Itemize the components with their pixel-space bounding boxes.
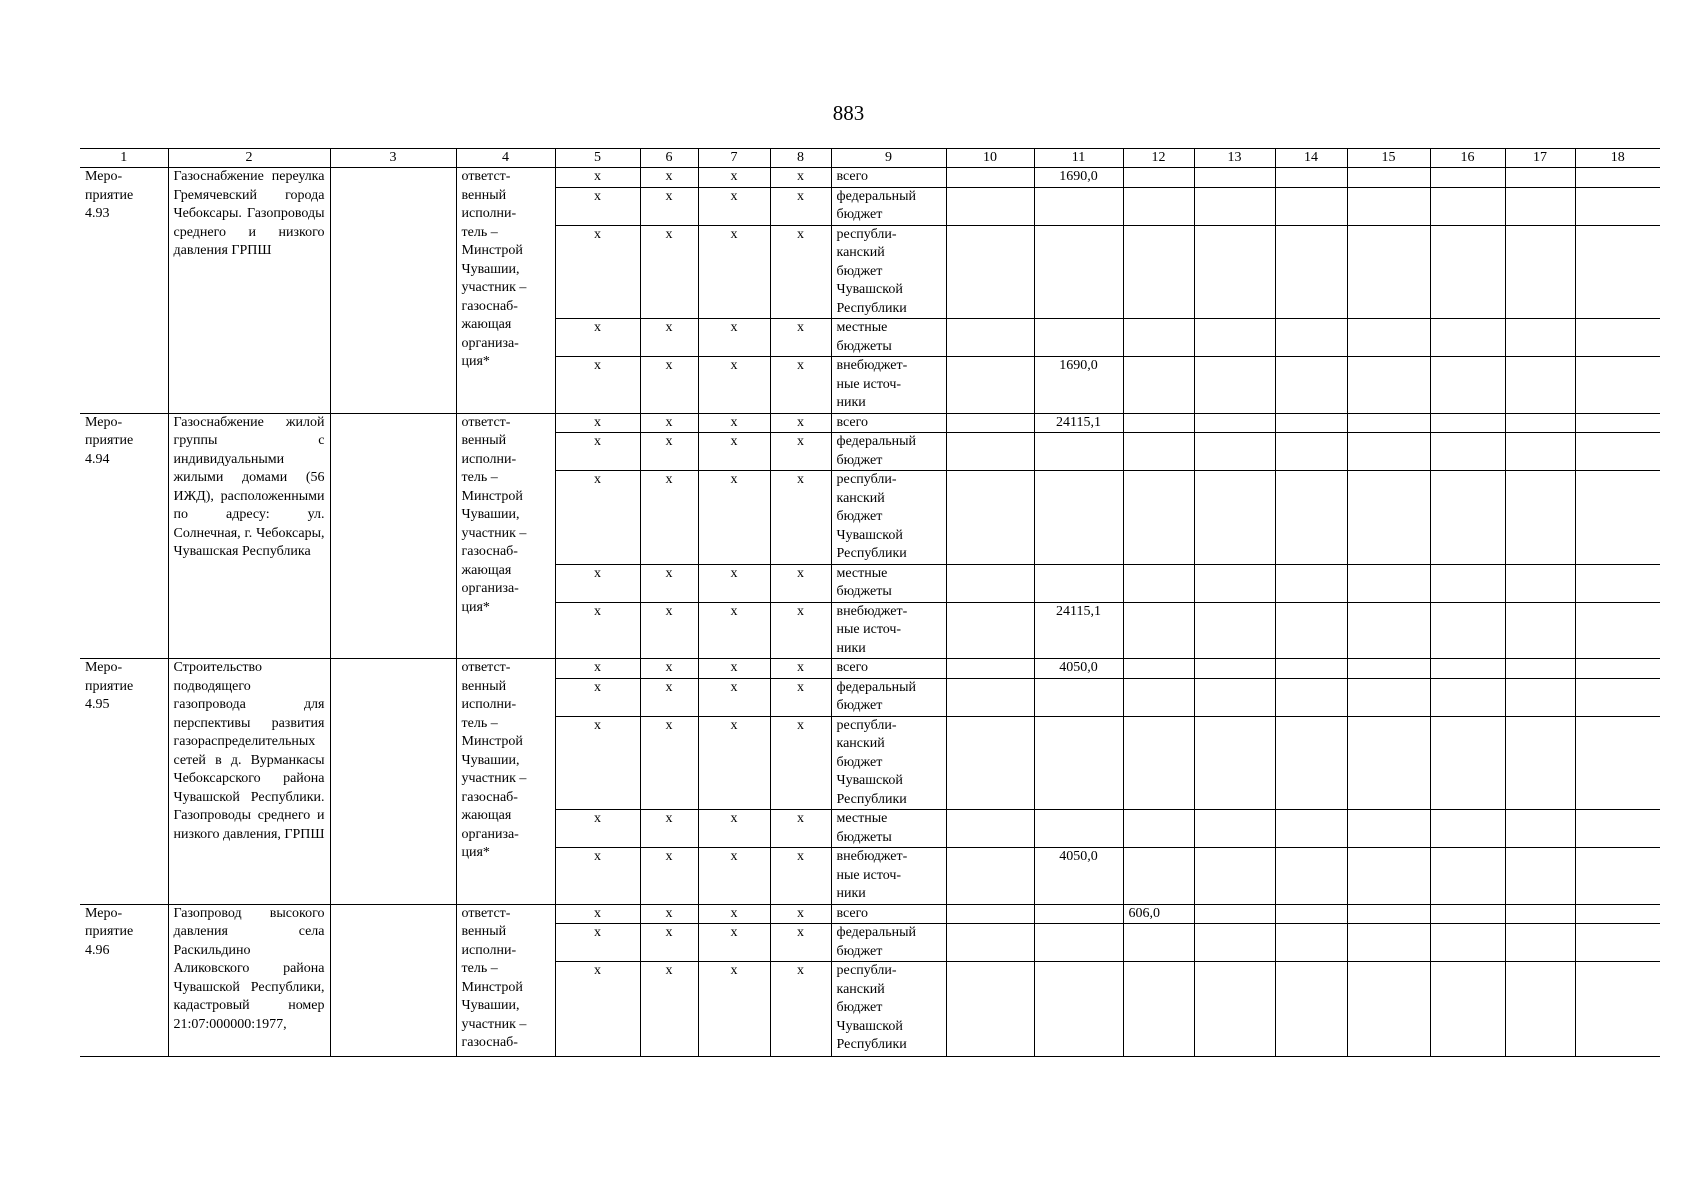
col-17-value: [1505, 904, 1575, 924]
event-name: Газоснабжение переулка Гремячевский города Чебоксары. Газопроводы среднего и низкого давления ГРПШ: [168, 168, 330, 414]
col-15-value: [1347, 471, 1430, 565]
event-name: Строительство подводящего газопровода для перспективы развития газораспределительных сетей в д. Вурманкасы Чебоксарского района Чувашской Республики. Газопроводы среднего и низкого давления, ГРПШ: [168, 659, 330, 905]
table-row: [80, 659, 1660, 679]
funding-source: федеральный бюджет: [831, 433, 946, 471]
funding-source: всего: [831, 904, 946, 924]
col-10-value: [946, 471, 1034, 565]
col-14-value: [1275, 924, 1347, 962]
x-mark-col-7: х: [698, 716, 770, 810]
col-15-value: [1347, 433, 1430, 471]
col-17-value: [1505, 319, 1575, 357]
col-14-value: [1275, 357, 1347, 414]
x-mark-col-7: х: [698, 564, 770, 602]
col-12-value: [1123, 810, 1194, 848]
x-mark-col-8: х: [770, 904, 831, 924]
col-16-value: [1430, 413, 1505, 433]
col-14-value: [1275, 716, 1347, 810]
funding-source: федеральный бюджет: [831, 924, 946, 962]
col-11-value: [1034, 904, 1123, 924]
col-16-value: [1430, 716, 1505, 810]
event-col-3: [330, 659, 456, 905]
col-13-value: [1194, 225, 1275, 319]
col-17-value: [1505, 924, 1575, 962]
column-header-15: 15: [1347, 149, 1430, 168]
col-13-value: [1194, 319, 1275, 357]
x-mark-col-7: х: [698, 187, 770, 225]
x-mark-col-6: х: [640, 564, 698, 602]
col-17-value: [1505, 848, 1575, 905]
col-10-value: [946, 962, 1034, 1057]
col-18-value: [1575, 471, 1660, 565]
col-17-value: [1505, 168, 1575, 188]
col-12-value: 606,0: [1123, 904, 1194, 924]
column-header-7: 7: [698, 149, 770, 168]
col-17-value: [1505, 678, 1575, 716]
col-15-value: [1347, 602, 1430, 659]
x-mark-col-8: х: [770, 168, 831, 188]
x-mark-col-7: х: [698, 810, 770, 848]
col-10-value: [946, 187, 1034, 225]
col-13-value: [1194, 924, 1275, 962]
col-15-value: [1347, 168, 1430, 188]
column-header-3: 3: [330, 149, 456, 168]
funding-source: республи- канский бюджет Чувашской Республики: [831, 962, 946, 1057]
x-mark-col-8: х: [770, 678, 831, 716]
x-mark-col-5: х: [555, 433, 640, 471]
x-mark-col-5: х: [555, 564, 640, 602]
column-header-8: 8: [770, 149, 831, 168]
col-13-value: [1194, 904, 1275, 924]
col-14-value: [1275, 904, 1347, 924]
col-17-value: [1505, 716, 1575, 810]
col-10-value: [946, 602, 1034, 659]
event-name: Газоснабжение жилой группы с индивидуальными жилыми домами (56 ИЖД), расположенными по адресу: ул. Солнечная, г. Чебоксары, Чувашская Республика: [168, 413, 330, 659]
col-12-value: [1123, 225, 1194, 319]
col-12-value: [1123, 659, 1194, 679]
col-10-value: [946, 924, 1034, 962]
funding-source: республи- канский бюджет Чувашской Республики: [831, 225, 946, 319]
col-11-value: [1034, 716, 1123, 810]
column-header-6: 6: [640, 149, 698, 168]
funding-source: местные бюджеты: [831, 564, 946, 602]
col-16-value: [1430, 564, 1505, 602]
col-11-value: [1034, 962, 1123, 1057]
column-header-9: 9: [831, 149, 946, 168]
col-15-value: [1347, 810, 1430, 848]
event-col-3: [330, 904, 456, 1057]
col-12-value: [1123, 168, 1194, 188]
col-18-value: [1575, 678, 1660, 716]
col-16-value: [1430, 319, 1505, 357]
col-14-value: [1275, 413, 1347, 433]
x-mark-col-7: х: [698, 319, 770, 357]
col-10-value: [946, 659, 1034, 679]
col-18-value: [1575, 924, 1660, 962]
col-16-value: [1430, 904, 1505, 924]
col-11-value: 24115,1: [1034, 413, 1123, 433]
funding-source: внебюджет- ные источ- ники: [831, 602, 946, 659]
column-header-12: 12: [1123, 149, 1194, 168]
x-mark-col-7: х: [698, 659, 770, 679]
col-18-value: [1575, 187, 1660, 225]
column-header-13: 13: [1194, 149, 1275, 168]
col-15-value: [1347, 848, 1430, 905]
x-mark-col-6: х: [640, 433, 698, 471]
col-18-value: [1575, 168, 1660, 188]
col-10-value: [946, 848, 1034, 905]
x-mark-col-5: х: [555, 678, 640, 716]
col-14-value: [1275, 602, 1347, 659]
col-18-value: [1575, 659, 1660, 679]
col-14-value: [1275, 810, 1347, 848]
x-mark-col-6: х: [640, 168, 698, 188]
x-mark-col-8: х: [770, 225, 831, 319]
x-mark-col-8: х: [770, 602, 831, 659]
col-17-value: [1505, 357, 1575, 414]
x-mark-col-7: х: [698, 471, 770, 565]
col-15-value: [1347, 357, 1430, 414]
event-id: Меро- приятие 4.93: [80, 168, 168, 414]
x-mark-col-7: х: [698, 848, 770, 905]
column-header-2: 2: [168, 149, 330, 168]
col-17-value: [1505, 810, 1575, 848]
col-11-value: [1034, 319, 1123, 357]
event-executor: ответст- венный исполни- тель – Минстрой Чувашии, участник – газоснаб- жающая организа- ция*: [456, 168, 555, 414]
program-table: [80, 148, 1660, 1057]
col-13-value: [1194, 716, 1275, 810]
col-13-value: [1194, 564, 1275, 602]
col-10-value: [946, 716, 1034, 810]
col-14-value: [1275, 433, 1347, 471]
event-id: Меро- приятие 4.94: [80, 413, 168, 659]
col-13-value: [1194, 659, 1275, 679]
x-mark-col-5: х: [555, 810, 640, 848]
page-number: 883: [832, 101, 865, 125]
x-mark-col-7: х: [698, 413, 770, 433]
x-mark-col-8: х: [770, 319, 831, 357]
x-mark-col-8: х: [770, 810, 831, 848]
col-10-value: [946, 413, 1034, 433]
x-mark-col-6: х: [640, 904, 698, 924]
col-17-value: [1505, 433, 1575, 471]
col-15-value: [1347, 413, 1430, 433]
x-mark-col-7: х: [698, 904, 770, 924]
col-13-value: [1194, 810, 1275, 848]
col-15-value: [1347, 564, 1430, 602]
col-13-value: [1194, 433, 1275, 471]
col-13-value: [1194, 413, 1275, 433]
x-mark-col-8: х: [770, 471, 831, 565]
col-15-value: [1347, 187, 1430, 225]
x-mark-col-8: х: [770, 848, 831, 905]
x-mark-col-5: х: [555, 413, 640, 433]
x-mark-col-6: х: [640, 602, 698, 659]
x-mark-col-6: х: [640, 962, 698, 1057]
col-10-value: [946, 319, 1034, 357]
table-row: [80, 168, 1660, 188]
col-11-value: [1034, 433, 1123, 471]
funding-source: республи- канский бюджет Чувашской Республики: [831, 716, 946, 810]
x-mark-col-5: х: [555, 904, 640, 924]
column-header-14: 14: [1275, 149, 1347, 168]
col-14-value: [1275, 564, 1347, 602]
col-15-value: [1347, 319, 1430, 357]
col-16-value: [1430, 678, 1505, 716]
x-mark-col-6: х: [640, 187, 698, 225]
col-16-value: [1430, 848, 1505, 905]
funding-source: всего: [831, 659, 946, 679]
x-mark-col-6: х: [640, 659, 698, 679]
col-15-value: [1347, 904, 1430, 924]
col-16-value: [1430, 924, 1505, 962]
x-mark-col-7: х: [698, 433, 770, 471]
x-mark-col-7: х: [698, 962, 770, 1057]
x-mark-col-8: х: [770, 187, 831, 225]
x-mark-col-6: х: [640, 810, 698, 848]
funding-source: местные бюджеты: [831, 810, 946, 848]
col-10-value: [946, 564, 1034, 602]
col-18-value: [1575, 716, 1660, 810]
event-id: Меро- приятие 4.96: [80, 904, 168, 1057]
table-row: [80, 904, 1660, 924]
x-mark-col-6: х: [640, 924, 698, 962]
col-16-value: [1430, 357, 1505, 414]
col-14-value: [1275, 187, 1347, 225]
col-17-value: [1505, 471, 1575, 565]
col-17-value: [1505, 659, 1575, 679]
col-11-value: [1034, 225, 1123, 319]
x-mark-col-7: х: [698, 357, 770, 414]
col-11-value: [1034, 810, 1123, 848]
x-mark-col-6: х: [640, 357, 698, 414]
col-18-value: [1575, 810, 1660, 848]
x-mark-col-5: х: [555, 225, 640, 319]
x-mark-col-5: х: [555, 471, 640, 565]
col-18-value: [1575, 357, 1660, 414]
x-mark-col-5: х: [555, 924, 640, 962]
x-mark-col-5: х: [555, 319, 640, 357]
col-10-value: [946, 904, 1034, 924]
col-12-value: [1123, 848, 1194, 905]
x-mark-col-8: х: [770, 659, 831, 679]
x-mark-col-5: х: [555, 962, 640, 1057]
funding-source: внебюджет- ные источ- ники: [831, 357, 946, 414]
column-header-1: 1: [80, 149, 168, 168]
col-11-value: [1034, 564, 1123, 602]
x-mark-col-5: х: [555, 187, 640, 225]
column-header-10: 10: [946, 149, 1034, 168]
col-11-value: [1034, 924, 1123, 962]
col-15-value: [1347, 716, 1430, 810]
x-mark-col-7: х: [698, 602, 770, 659]
col-17-value: [1505, 564, 1575, 602]
x-mark-col-8: х: [770, 564, 831, 602]
event-executor: ответст- венный исполни- тель – Минстрой Чувашии, участник – газоснаб-: [456, 904, 555, 1057]
col-13-value: [1194, 187, 1275, 225]
event-id: Меро- приятие 4.95: [80, 659, 168, 905]
x-mark-col-6: х: [640, 225, 698, 319]
col-12-value: [1123, 187, 1194, 225]
col-11-value: [1034, 471, 1123, 565]
col-12-value: [1123, 357, 1194, 414]
col-12-value: [1123, 924, 1194, 962]
col-10-value: [946, 810, 1034, 848]
col-12-value: [1123, 564, 1194, 602]
x-mark-col-5: х: [555, 848, 640, 905]
col-13-value: [1194, 962, 1275, 1057]
x-mark-col-7: х: [698, 168, 770, 188]
event-executor: ответст- венный исполни- тель – Минстрой Чувашии, участник – газоснаб- жающая организа- ция*: [456, 659, 555, 905]
col-14-value: [1275, 678, 1347, 716]
x-mark-col-8: х: [770, 924, 831, 962]
col-13-value: [1194, 357, 1275, 414]
x-mark-col-7: х: [698, 678, 770, 716]
event-col-3: [330, 413, 456, 659]
col-16-value: [1430, 187, 1505, 225]
col-17-value: [1505, 225, 1575, 319]
col-15-value: [1347, 924, 1430, 962]
x-mark-col-5: х: [555, 602, 640, 659]
col-18-value: [1575, 319, 1660, 357]
x-mark-col-5: х: [555, 716, 640, 810]
col-12-value: [1123, 962, 1194, 1057]
col-13-value: [1194, 168, 1275, 188]
col-14-value: [1275, 168, 1347, 188]
column-header-18: 18: [1575, 149, 1660, 168]
col-10-value: [946, 225, 1034, 319]
col-18-value: [1575, 564, 1660, 602]
col-10-value: [946, 168, 1034, 188]
column-header-row: [80, 149, 1660, 168]
col-17-value: [1505, 413, 1575, 433]
col-14-value: [1275, 225, 1347, 319]
col-11-value: 1690,0: [1034, 168, 1123, 188]
col-11-value: [1034, 187, 1123, 225]
column-header-4: 4: [456, 149, 555, 168]
x-mark-col-6: х: [640, 716, 698, 810]
col-18-value: [1575, 848, 1660, 905]
x-mark-col-8: х: [770, 357, 831, 414]
col-16-value: [1430, 810, 1505, 848]
funding-source: местные бюджеты: [831, 319, 946, 357]
col-14-value: [1275, 319, 1347, 357]
col-11-value: 24115,1: [1034, 602, 1123, 659]
x-mark-col-7: х: [698, 924, 770, 962]
col-12-value: [1123, 433, 1194, 471]
col-10-value: [946, 678, 1034, 716]
x-mark-col-5: х: [555, 659, 640, 679]
col-16-value: [1430, 168, 1505, 188]
funding-source: внебюджет- ные источ- ники: [831, 848, 946, 905]
column-header-11: 11: [1034, 149, 1123, 168]
col-12-value: [1123, 319, 1194, 357]
col-15-value: [1347, 962, 1430, 1057]
col-13-value: [1194, 848, 1275, 905]
table-row: [80, 413, 1660, 433]
col-10-value: [946, 357, 1034, 414]
column-header-5: 5: [555, 149, 640, 168]
col-12-value: [1123, 413, 1194, 433]
col-16-value: [1430, 433, 1505, 471]
funding-source: всего: [831, 413, 946, 433]
col-18-value: [1575, 962, 1660, 1057]
col-16-value: [1430, 659, 1505, 679]
x-mark-col-8: х: [770, 716, 831, 810]
col-12-value: [1123, 602, 1194, 659]
col-15-value: [1347, 225, 1430, 319]
col-13-value: [1194, 602, 1275, 659]
column-header-17: 17: [1505, 149, 1575, 168]
x-mark-col-5: х: [555, 357, 640, 414]
event-col-3: [330, 168, 456, 414]
col-18-value: [1575, 433, 1660, 471]
col-18-value: [1575, 225, 1660, 319]
col-14-value: [1275, 848, 1347, 905]
event-executor: ответст- венный исполни- тель – Минстрой Чувашии, участник – газоснаб- жающая организа- ция*: [456, 413, 555, 659]
funding-source: всего: [831, 168, 946, 188]
col-16-value: [1430, 962, 1505, 1057]
x-mark-col-6: х: [640, 413, 698, 433]
x-mark-col-7: х: [698, 225, 770, 319]
event-name: Газопровод высокого давления села Раскильдино Аликовского района Чувашской Республики, кадастровый номер 21:07:000000:1977,: [168, 904, 330, 1057]
column-header-16: 16: [1430, 149, 1505, 168]
funding-source: федеральный бюджет: [831, 187, 946, 225]
col-11-value: 4050,0: [1034, 659, 1123, 679]
x-mark-col-6: х: [640, 848, 698, 905]
col-12-value: [1123, 678, 1194, 716]
col-16-value: [1430, 602, 1505, 659]
x-mark-col-8: х: [770, 413, 831, 433]
x-mark-col-5: х: [555, 168, 640, 188]
col-11-value: [1034, 678, 1123, 716]
funding-source: федеральный бюджет: [831, 678, 946, 716]
col-18-value: [1575, 904, 1660, 924]
col-16-value: [1430, 225, 1505, 319]
col-18-value: [1575, 413, 1660, 433]
x-mark-col-6: х: [640, 678, 698, 716]
col-13-value: [1194, 678, 1275, 716]
col-18-value: [1575, 602, 1660, 659]
x-mark-col-8: х: [770, 433, 831, 471]
col-17-value: [1505, 962, 1575, 1057]
col-14-value: [1275, 471, 1347, 565]
col-12-value: [1123, 471, 1194, 565]
x-mark-col-6: х: [640, 319, 698, 357]
col-16-value: [1430, 471, 1505, 565]
col-13-value: [1194, 471, 1275, 565]
col-14-value: [1275, 962, 1347, 1057]
col-14-value: [1275, 659, 1347, 679]
col-17-value: [1505, 602, 1575, 659]
x-mark-col-6: х: [640, 471, 698, 565]
col-17-value: [1505, 187, 1575, 225]
col-10-value: [946, 433, 1034, 471]
col-12-value: [1123, 716, 1194, 810]
col-11-value: 1690,0: [1034, 357, 1123, 414]
col-15-value: [1347, 678, 1430, 716]
col-15-value: [1347, 659, 1430, 679]
col-11-value: 4050,0: [1034, 848, 1123, 905]
funding-source: республи- канский бюджет Чувашской Республики: [831, 471, 946, 565]
x-mark-col-8: х: [770, 962, 831, 1057]
